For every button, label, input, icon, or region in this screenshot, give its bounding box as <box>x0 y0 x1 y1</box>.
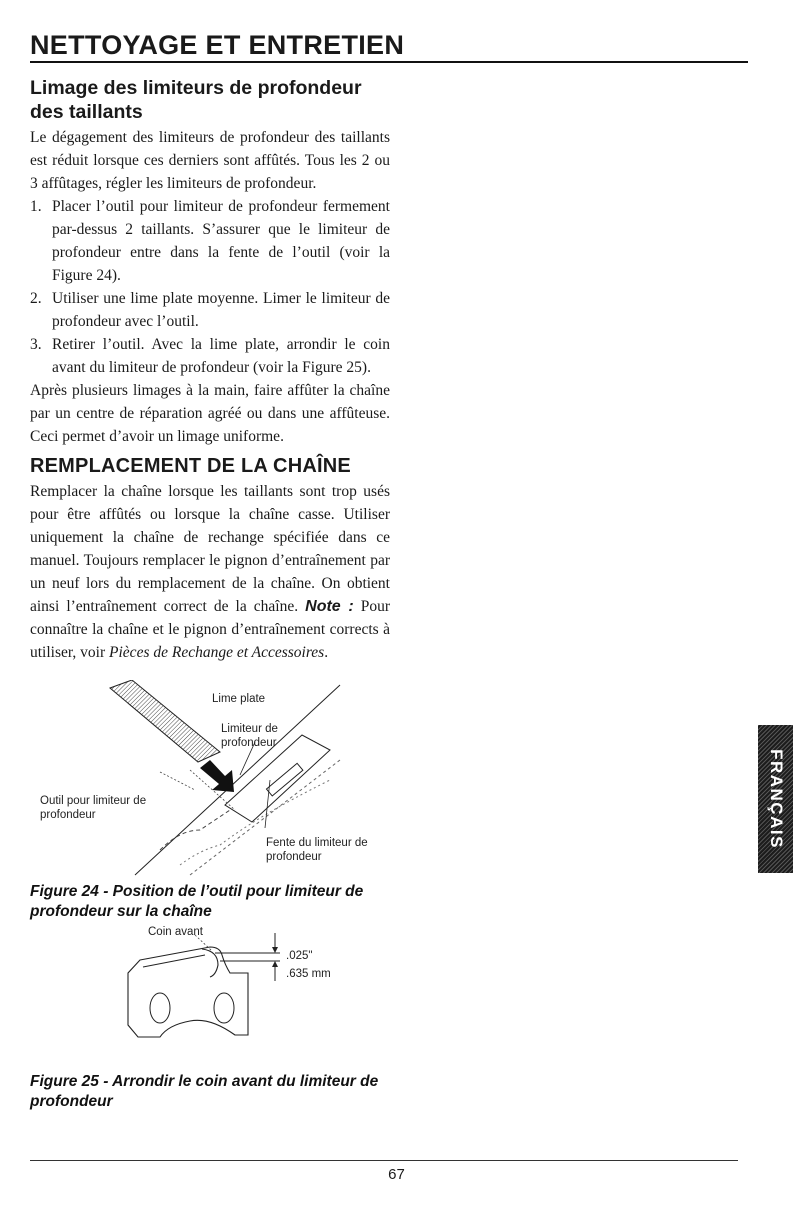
label-limiteur-1: Limiteur de <box>221 723 278 735</box>
arrow-down-icon <box>272 947 278 953</box>
leader-line <box>160 772 195 790</box>
step-number: 3. <box>30 336 42 353</box>
figure-25-caption: Figure 25 - Arrondir le coin avant du limiteur de profondeur <box>30 1073 379 1110</box>
list-item <box>30 195 390 287</box>
step-text: Utiliser une lime plate moyenne. Limer le limiteur de profondeur avec l’outil. <box>52 290 390 330</box>
step-number: 1. <box>30 198 42 215</box>
section-heading-limage: Limage des limiteurs de profondeur des taillants <box>30 77 362 123</box>
label-dim-mm: .635 mm <box>286 968 331 980</box>
note-text: Pour connaître la chaîne et le pignon d’entraînement corrects à utiliser, voir <box>30 598 390 661</box>
page-header-title: NETTOYAGE ET ENTRETIEN <box>30 30 405 60</box>
rivet-hole <box>214 993 234 1023</box>
section-heading-remplacement: REMPLACEMENT DE LA CHAÎNE <box>30 455 351 477</box>
arrow-up-icon <box>272 961 278 967</box>
label-coin-avant: Coin avant <box>148 926 203 938</box>
figure-24-illustration <box>40 680 400 880</box>
footer-rule <box>30 1160 738 1161</box>
rivet-hole <box>150 993 170 1023</box>
note-reference: Pièces de Rechange et Accessoires <box>109 644 325 661</box>
label-fente-1: Fente du limiteur de <box>266 837 368 849</box>
figure-24-caption: Figure 24 - Position de l’outil pour limiteur de profondeur sur la chaîne <box>30 883 364 920</box>
header-rule <box>30 61 748 63</box>
section1-intro: Le dégagement des limiteurs de profondeur des taillants est réduit lorsque ces derniers sont affûtés. Tous les 2 ou 3 affûtages, régler les limiteurs de profondeur. <box>30 129 390 192</box>
label-outil-1: Outil pour limiteur de <box>40 795 147 807</box>
note-label: Note : <box>305 598 354 615</box>
language-tab-label: FRANÇAIS <box>766 749 786 849</box>
section2-body <box>30 480 390 664</box>
section2-text: Remplacer la chaîne lorsque les taillants sont trop usés pour être affûtés ou lorsque la chaîne casse. Utiliser uniquement la chaîne de rechange spécifiée dans ce manuel. Toujours remplacer le pignon d’entraînement par un neuf lors du remplacement de la chaîne. On obtient ainsi l’entraînement correct de la chaîne. <box>30 483 390 615</box>
arrow-icon <box>200 760 234 792</box>
step-number: 2. <box>30 290 42 307</box>
label-limiteur-2: profondeur <box>221 737 277 749</box>
flat-file-drawing <box>110 680 220 762</box>
note-end: . <box>324 644 329 661</box>
list-item <box>30 333 390 379</box>
figure-25-illustration <box>110 925 370 1065</box>
step-text: Retirer l’outil. Avec la lime plate, arrondir le coin avant du limiteur de profondeur (voir la Figure 25). <box>52 336 390 376</box>
label-outil-2: profondeur <box>40 809 96 821</box>
label-dim-inch: .025" <box>286 950 313 962</box>
steps-list <box>30 195 390 379</box>
label-fente-2: profondeur <box>266 851 322 863</box>
label-lime-plate: Lime plate <box>212 693 266 705</box>
language-tab <box>758 725 793 873</box>
step-text: Placer l’outil pour limiteur de profondeur fermement par-dessus 2 taillants. S’assurer que le limiteur de profondeur entre dans la fente de l’outil (voir la Figure 24). <box>52 198 390 284</box>
page-number: 67 <box>388 1166 405 1183</box>
list-item <box>30 287 390 333</box>
section1-closing: Après plusieurs limages à la main, faire affûter la chaîne par un centre de réparation agréé ou dans une affûteuse. Ceci permet d’avoir un limage uniforme. <box>30 382 390 445</box>
main-column <box>30 76 390 664</box>
